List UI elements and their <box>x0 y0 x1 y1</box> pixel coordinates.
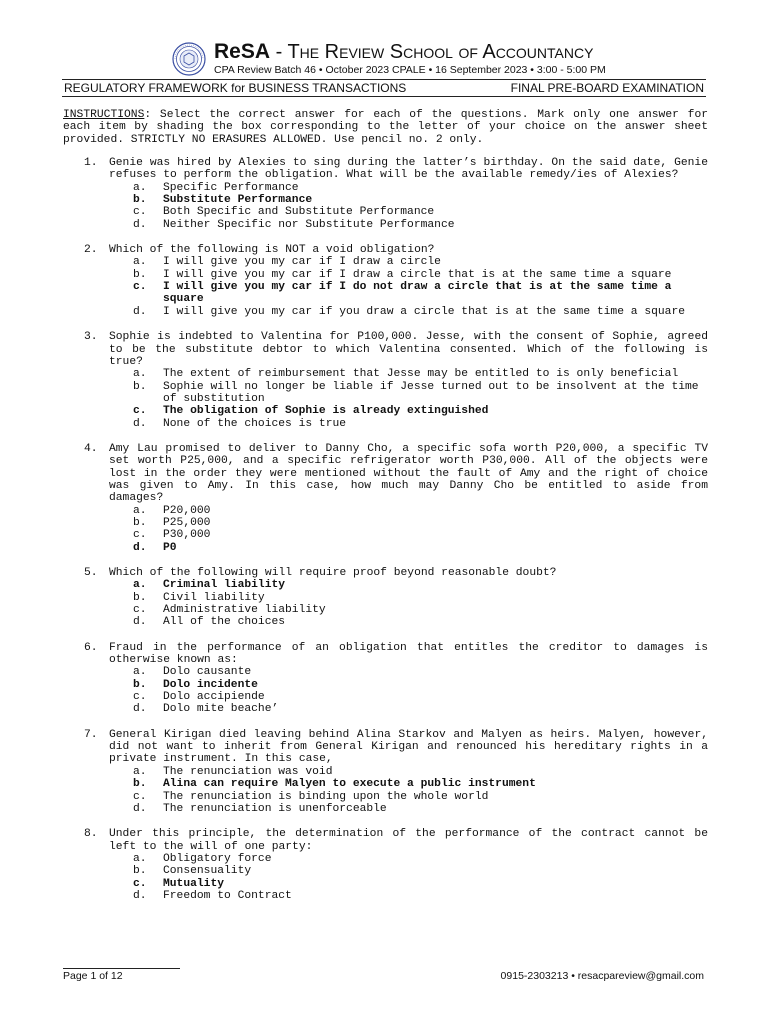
exam-title: FINAL PRE-BOARD EXAMINATION <box>510 81 704 95</box>
choice-letter: c. <box>133 206 147 219</box>
question-item <box>63 157 708 231</box>
choice-text: Both Specific and Substitute Performance <box>163 206 435 219</box>
choice-text: The renunciation was void <box>163 765 333 778</box>
instructions <box>63 109 708 146</box>
choice-letter: b. <box>133 678 147 691</box>
answer-choice <box>63 616 708 628</box>
question-stem <box>63 729 708 766</box>
answer-choice <box>63 182 708 194</box>
choice-text: Dolo causante <box>163 666 252 679</box>
answer-choice <box>63 381 708 406</box>
choice-text: Dolo incidente <box>163 678 258 691</box>
choice-letter: a. <box>133 765 147 778</box>
choice-letter: c. <box>133 877 147 890</box>
question-number: 6. <box>84 641 98 654</box>
question-stem <box>63 331 708 368</box>
choice-letter: c. <box>133 281 147 294</box>
school-title: ReSA - The Review School of Accountancy <box>214 40 594 63</box>
choice-letter: d. <box>133 417 147 430</box>
answer-choice <box>63 703 708 715</box>
question-number: 8. <box>84 828 98 841</box>
school-seal-logo <box>172 42 206 76</box>
answer-choice <box>63 890 708 902</box>
answer-choice-correct <box>63 542 708 554</box>
question-text: Under this principle, the determination of the performance of the contract cannot be left to the will of one party: <box>109 828 708 853</box>
choice-text: Obligatory force <box>163 852 272 865</box>
question-list <box>63 157 708 902</box>
choice-text: I will give you my car if you draw a circle that is at the same time a square <box>163 305 686 318</box>
answer-choice <box>63 505 708 517</box>
question-number: 4. <box>84 442 98 455</box>
question-text: Amy Lau promised to deliver to Danny Cho, a specific sofa worth P20,000, a specific TV set worth P25,000, and a specific refrigerator worth P30,000. All of the objects were lost in the order they were mentioned without the fault of Amy and the right of choice was given to Amy. In this case, how much may Danny Cho be entitled to aside from damages? <box>109 442 708 505</box>
question-item <box>63 331 708 430</box>
choice-letter: a. <box>133 579 147 592</box>
answer-choice-correct <box>63 778 708 790</box>
choice-text: The obligation of Sophie is already extinguished <box>163 405 489 418</box>
question-number: 2. <box>84 244 98 257</box>
choice-text: Freedom to Contract <box>163 889 292 902</box>
question-number: 7. <box>84 728 98 741</box>
choice-letter: d. <box>133 541 147 554</box>
answer-choice <box>63 803 708 815</box>
instructions-label: INSTRUCTIONS <box>63 109 145 121</box>
answer-choice <box>63 269 708 281</box>
choice-letter: d. <box>133 218 147 231</box>
choice-letter: d. <box>133 802 147 815</box>
choice-text: Substitute Performance <box>163 194 313 207</box>
answer-choice-correct <box>63 579 708 591</box>
choice-letter: c. <box>133 790 147 803</box>
question-item <box>63 642 708 716</box>
question-item <box>63 828 708 902</box>
choice-text: The extent of reimbursement that Jesse may be entitled to is only beneficial <box>163 368 679 381</box>
choice-text: I will give you my car if I draw a circle <box>163 256 441 269</box>
question-stem <box>63 157 708 182</box>
choice-text: Mutuality <box>163 877 225 890</box>
choice-letter: b. <box>133 194 147 207</box>
choice-text: The renunciation is binding upon the whole world <box>163 790 489 803</box>
header-rule-bottom <box>62 96 706 97</box>
header-rule-top <box>62 79 706 80</box>
choice-letter: b. <box>133 865 147 878</box>
choice-text: Administrative liability <box>163 604 326 617</box>
answer-choice-correct <box>63 194 708 206</box>
answer-choice-correct <box>63 405 708 417</box>
choice-letter: b. <box>133 380 147 393</box>
answer-choice-correct <box>63 679 708 691</box>
question-item <box>63 443 708 554</box>
subject-title: REGULATORY FRAMEWORK for BUSINESS TRANSACTIONS <box>64 81 407 95</box>
answer-choice <box>63 853 708 865</box>
question-text: Which of the following is NOT a void obligation? <box>109 244 435 257</box>
choice-text: P20,000 <box>163 504 211 517</box>
instructions-text: : Select the correct answer for each of the questions. Mark only one answer for each item by shading the box corresponding to the letter of your choice on the answer sheet provided. STRICTLY NO ERASURES ALLOWED. Use pencil no. 2 only. <box>63 109 708 146</box>
choice-letter: b. <box>133 268 147 281</box>
choice-text: Dolo mite beache’ <box>163 703 279 716</box>
question-number: 3. <box>84 331 98 344</box>
answer-choice <box>63 306 708 318</box>
question-stem <box>63 244 708 256</box>
choice-text: Civil liability <box>163 591 265 604</box>
choice-text: None of the choices is true <box>163 417 347 430</box>
answer-choice-correct <box>63 281 708 306</box>
answer-choice <box>63 592 708 604</box>
choice-letter: c. <box>133 604 147 617</box>
choice-text: Specific Performance <box>163 181 299 194</box>
choice-letter: c. <box>133 405 147 418</box>
choice-text: Criminal liability <box>163 579 286 592</box>
answer-choice <box>63 418 708 430</box>
choice-letter: d. <box>133 703 147 716</box>
question-number: 1. <box>84 157 98 170</box>
answer-choice <box>63 256 708 268</box>
choice-text: All of the choices <box>163 616 286 629</box>
question-item <box>63 244 708 318</box>
answer-choice <box>63 865 708 877</box>
choice-letter: c. <box>133 691 147 704</box>
choice-letter: c. <box>133 529 147 542</box>
choice-letter: d. <box>133 889 147 902</box>
question-text: Fraud in the performance of an obligation that entitles the creditor to damages is otherwise known as: <box>109 641 708 667</box>
answer-choice-correct <box>63 878 708 890</box>
answer-choice <box>63 368 708 380</box>
choice-letter: a. <box>133 181 147 194</box>
answer-choice <box>63 604 708 616</box>
choice-letter: b. <box>133 516 147 529</box>
question-text: Which of the following will require proof beyond reasonable doubt? <box>109 567 557 579</box>
question-item <box>63 567 708 629</box>
choice-text: Dolo accipiende <box>163 691 265 704</box>
answer-choice <box>63 691 708 703</box>
choice-letter: b. <box>133 591 147 604</box>
question-text: General Kirigan died leaving behind Alina Starkov and Malyen as heirs. Malyen, however, did not want to inherit from General Kirigan and renounced his hereditary rights in a private instrument. In this case, <box>109 728 708 766</box>
choice-letter: a. <box>133 368 147 381</box>
choice-letter: a. <box>133 666 147 679</box>
question-stem <box>63 828 708 853</box>
footer-rule <box>63 968 180 969</box>
choice-text: P30,000 <box>163 529 211 542</box>
choice-letter: d. <box>133 616 147 629</box>
answer-choice <box>63 666 708 678</box>
answer-choice <box>63 206 708 218</box>
question-number: 5. <box>84 567 98 579</box>
answer-choice <box>63 219 708 231</box>
choice-letter: d. <box>133 305 147 318</box>
question-stem <box>63 642 708 667</box>
choice-text: I will give you my car if I do not draw a circle that is at the same time a square <box>163 281 672 306</box>
answer-choice <box>63 766 708 778</box>
choice-text: Neither Specific nor Substitute Performance <box>163 218 455 231</box>
choice-text: Consensuality <box>163 865 252 878</box>
answer-choice <box>63 529 708 541</box>
choice-text: The renunciation is unenforceable <box>163 802 387 815</box>
answer-choice <box>63 517 708 529</box>
choice-text: Alina can require Malyen to execute a public instrument <box>163 778 536 791</box>
choice-letter: b. <box>133 778 147 791</box>
exam-content <box>63 109 708 915</box>
question-stem <box>63 567 708 579</box>
contact-info: 0915-2303213 • resacpareview@gmail.com <box>500 970 704 982</box>
choice-letter: a. <box>133 852 147 865</box>
question-item <box>63 729 708 815</box>
question-text: Genie was hired by Alexies to sing during the latter’s birthday. On the said date, Genie refuses to perform the obligation. What will be the available remedy/ies of Alexies? <box>109 157 708 182</box>
answer-choice <box>63 791 708 803</box>
question-text: Sophie is indebted to Valentina for P100,000. Jesse, with the consent of Sophie, agreed to be the substitute debtor to which Valentina consented. Which of the following is true? <box>109 331 708 368</box>
page-number: Page 1 of 12 <box>63 970 123 982</box>
batch-line: CPA Review Batch 46 • October 2023 CPALE • 16 September 2023 • 3:00 - 5:00 PM <box>214 64 606 76</box>
question-stem <box>63 443 708 505</box>
choice-text: I will give you my car if I draw a circle that is at the same time a square <box>163 268 672 281</box>
choice-letter: a. <box>133 256 147 269</box>
choice-text: Sophie will no longer be liable if Jesse turned out to be insolvent at the time of substitution <box>163 380 699 405</box>
choice-letter: a. <box>133 504 147 517</box>
choice-text: P0 <box>163 541 177 554</box>
choice-text: P25,000 <box>163 516 211 529</box>
